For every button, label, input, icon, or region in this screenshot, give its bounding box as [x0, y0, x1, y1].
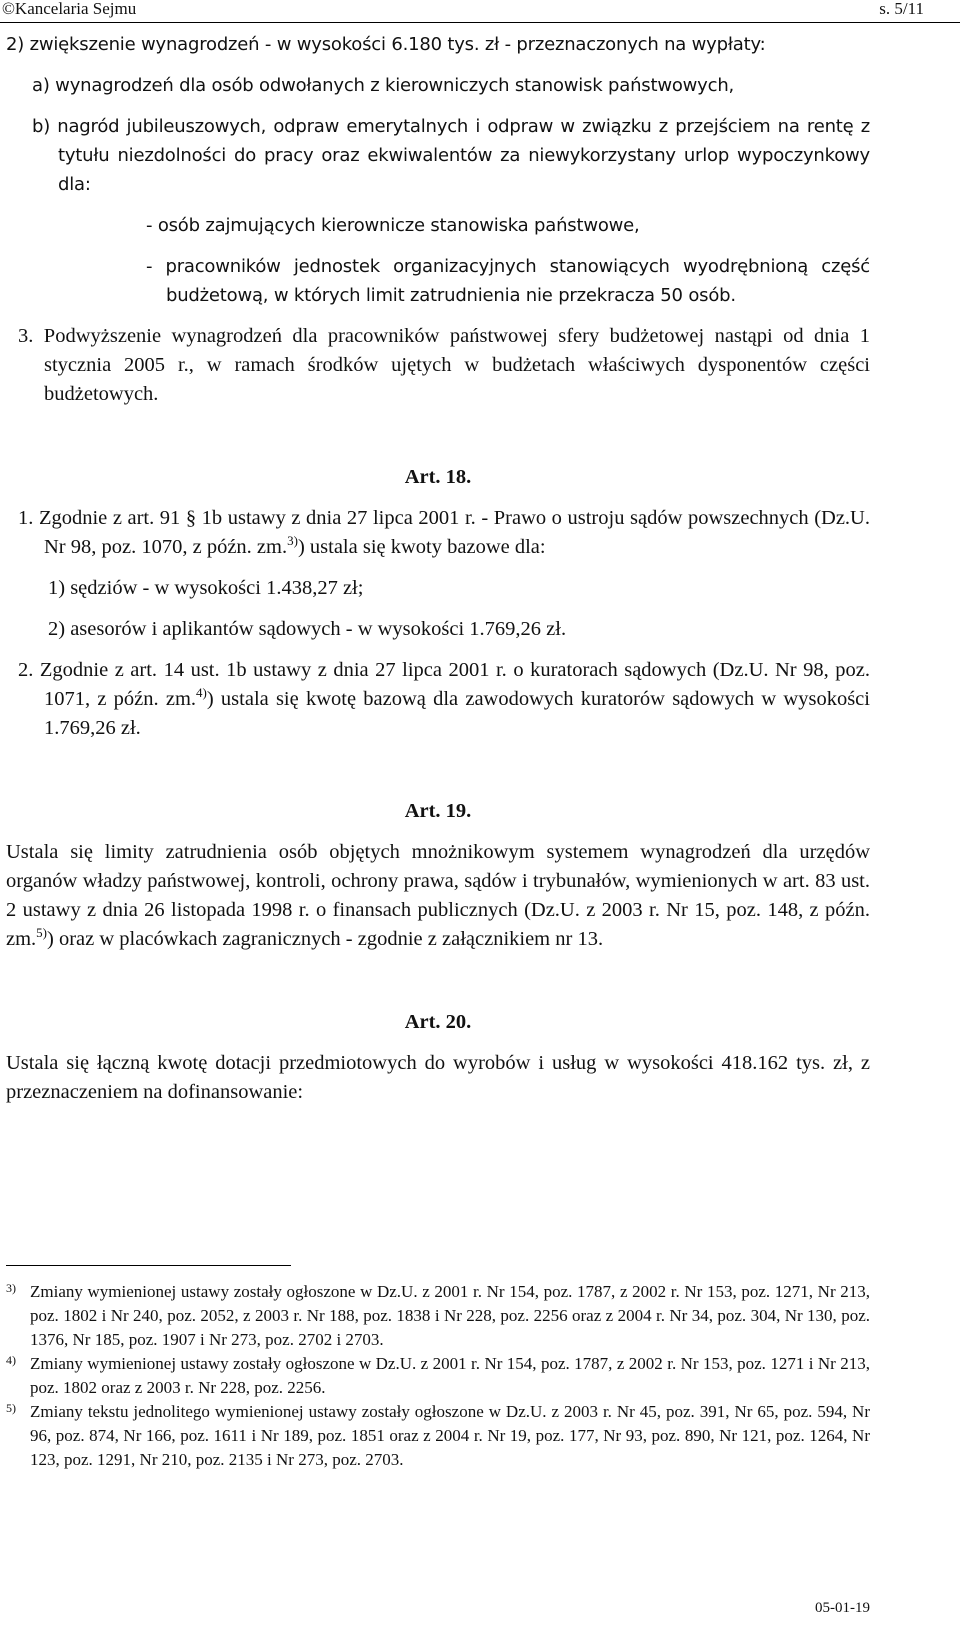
footnote-text: Zmiany wymienionej ustawy zostały ogłoszone w Dz.U. z 2001 r. Nr 154, poz. 1787, z 2002 r. Nr 153, poz. 1271, Nr 213, poz. 1802 i Nr 240, poz. 2052, z 2003 r. Nr 188, poz. 1838 i Nr 228, poz. 2256 oraz z 2004 r. Nr 34, poz. 304, Nr 130, poz. 1376, Nr 185, poz. 1907 i Nr 273, poz. 2702 i 2703. [30, 1282, 870, 1349]
footnote-3 [6, 1280, 870, 1352]
footnote-mark: 3) [6, 1281, 16, 1295]
paragraph-2b-item-1: - osób zajmujących kierownicze stanowiska państwowe, [146, 215, 640, 236]
footnote-separator [6, 1265, 291, 1266]
footnote-text: Zmiany tekstu jednolitego wymienionej ustawy zostały ogłoszone w Dz.U. z 2003 r. Nr 45, poz. 391, Nr 65, poz. 594, Nr 96, poz. 874, Nr 166, poz. 1611 i Nr 189, poz. 1851 oraz z 2004 r. Nr 19, poz. 177, Nr 93, poz. 890, Nr 121, poz. 1264, Nr 123, poz. 1291, Nr 210, poz. 2135 i Nr 273, poz. 2703. [30, 1402, 870, 1469]
paragraph-2b-item-2: - pracowników jednostek organizacyjnych stanowiących wyodrębnioną część budżetową, w których limit zatrudnienia nie przekracza 50 osób. [146, 256, 870, 306]
paragraph-3: 3. Podwyższenie wynagrodzeń dla pracowników państwowej sfery budżetowej nastąpi od dnia 1 stycznia 2005 r., w ramach środków ujętych w budżetach właściwych dysponentów części budżetowych. [18, 325, 870, 405]
article-18-paragraph-1-item-2: 2) asesorów i aplikantów sądowych - w wysokości 1.769,26 zł. [48, 618, 567, 640]
article-18-paragraph-1-item-1: 1) sędziów - w wysokości 1.438,27 zł; [48, 577, 364, 599]
paragraph-2b: b) nagród jubileuszowych, odpraw emerytalnych i odpraw w związku z przejściem na rentę z tytułu niezdolności do pracy oraz ekwiwalentów za niewykorzystany urlop wypoczynkowy dla: [32, 116, 870, 195]
footnote-mark: 5) [6, 1401, 16, 1415]
article-18-heading: Art. 18. [404, 466, 472, 488]
footnote-5 [6, 1400, 870, 1472]
footnote-mark: 4) [6, 1353, 16, 1367]
footnote-ref-4[interactable]: 4) [196, 685, 207, 701]
footnote-ref-5[interactable]: 5) [36, 925, 48, 941]
article-20-heading: Art. 20. [404, 1011, 472, 1033]
article-18-paragraph-1: 1. Zgodnie z art. 91 § 1b ustawy z dnia 27 lipca 2001 r. - Prawo o ustroju sądów powszechnych (Dz.U. Nr 98, poz. 1070, z późn. zm.$^{3)}$) ustala się kwoty bazowe dla: [18, 507, 870, 558]
footnotes [6, 1280, 870, 1472]
header-page-number: s. 5/11 [879, 0, 924, 18]
header-source: ©Kancelaria Sejmu [2, 0, 137, 18]
article-19-heading: Art. 19. [404, 800, 472, 822]
article-18-paragraph-2: 2. Zgodnie z art. 14 ust. 1b ustawy z dnia 27 lipca 2001 r. o kuratorach sądowych (Dz.U. Nr 98, poz. 1071, z późn. zm.$^{4)}$) ustala się kwotę bazową dla zawodowych kuratorów sądowych w wysokości 1.769,26 zł. [18, 659, 870, 739]
page-code: 05-01-19 [815, 1600, 870, 1616]
paragraph-2a: a) wynagrodzeń dla osób odwołanych z kierowniczych stanowisk państwowych, [32, 75, 735, 96]
page-header [0, 0, 960, 23]
article-20-text: Ustala się łączną kwotę dotacji przedmiotowych do wyrobów i usług w wysokości 418.162 tys. zł, z przeznaczeniem na dofinansowanie: [6, 1052, 870, 1103]
article-19-text: Ustala się limity zatrudnienia osób objętych mnożnikowym systemem wynagrodzeń dla urzędów organów władzy państwowej, kontroli, ochrony prawa, sądów i trybunałów, wymienionych w art. 83 ust. 2 ustawy z dnia 26 listopada 1998 r. o finansach publicznych (Dz.U. z 2003 r. Nr 15, poz. 148, z późn. zm.$^{5)}$) oraz w placówkach zagranicznych - zgodnie z załącznikiem nr 13. [6, 841, 870, 950]
footnote-4 [6, 1352, 870, 1400]
footnote-ref-3[interactable]: 3) [287, 533, 298, 549]
footnote-text: Zmiany wymienionej ustawy zostały ogłoszone w Dz.U. z 2001 r. Nr 154, poz. 1787, z 2002 r. Nr 153, poz. 1271 i Nr 213, poz. 1802 oraz z 2003 r. Nr 228, poz. 2256. [30, 1354, 870, 1397]
document-body [6, 30, 870, 1119]
paragraph-2: 2) zwiększenie wynagrodzeń - w wysokości 6.180 tys. zł - przeznaczonych na wypłaty: [6, 34, 766, 55]
